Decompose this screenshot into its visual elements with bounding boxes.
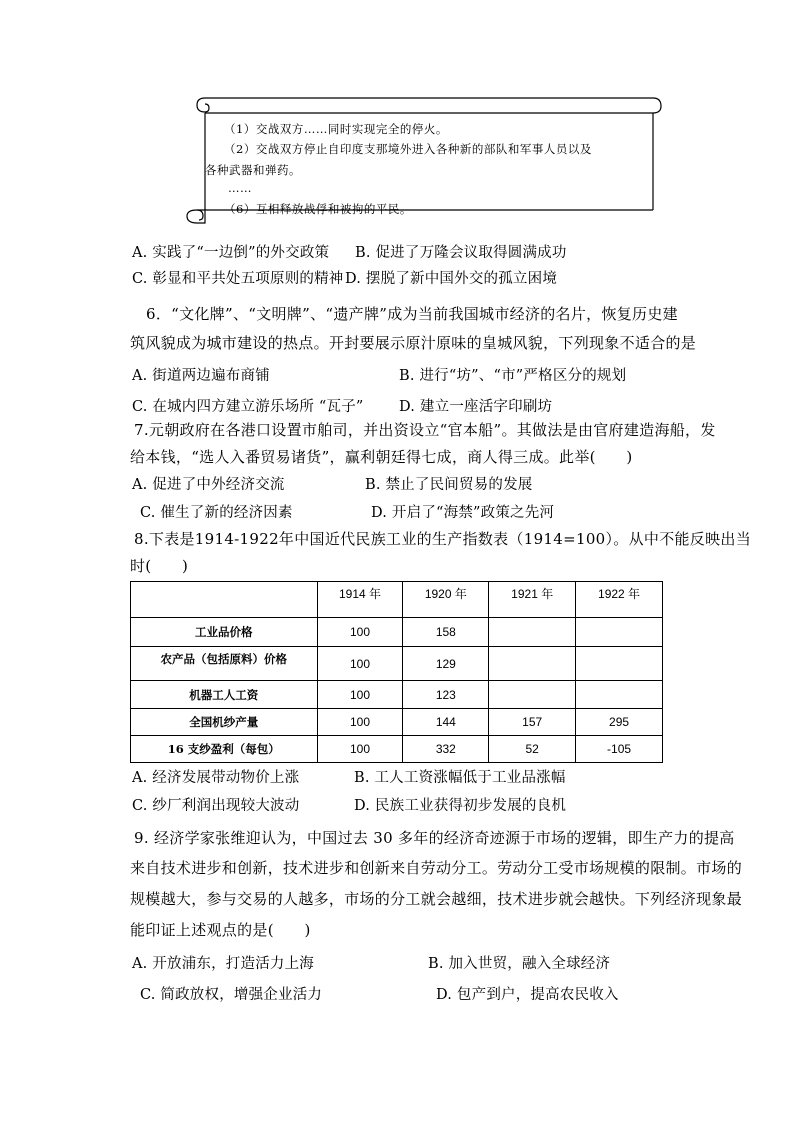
question-stem: 规模越大，参与交易的人越多，市场的分工就会越细，技术进步就会越快。下列经济现象最	[130, 890, 743, 908]
option-a: A. 促进了中外经济交流	[132, 477, 285, 493]
table-cell: 295	[576, 709, 663, 736]
option-d: D. 包产到户，提高农民收入	[436, 987, 619, 1003]
option-d: D. 开启了“海禁”政策之先河	[371, 505, 555, 521]
table-cell	[576, 618, 663, 647]
table-cell: 157	[489, 709, 576, 736]
option-a: A. 实践了“一边倒”的外交政策	[132, 245, 330, 261]
question-stem: 时( )	[130, 557, 189, 575]
table-cell: 100	[317, 709, 403, 736]
table-header-cell: 1922 年	[576, 582, 663, 618]
table-row-label: 农产品（包括原料）价格	[131, 647, 318, 681]
option-d: D. 摆脱了新中国外交的孤立困境	[345, 271, 558, 287]
question-stem: 能印证上述观点的是( )	[130, 921, 311, 939]
table-header-cell: 1914 年	[317, 582, 403, 618]
question-stem: 8.下表是1914-1922年中国近代民族工业的生产指数表（1914=100）。从中不能反映出当	[134, 530, 752, 548]
question-stem: 6．“文化牌”、“文明牌”、“遗产牌”成为当前我国城市经济的名片，恢复历史建	[146, 305, 678, 323]
question-stem: 给本钱，“选人入番贸易诸货”，赢利朝廷得七成，商人得三成。此举( )	[130, 448, 633, 466]
table-cell: 144	[403, 709, 489, 736]
scroll-line: （2）交战双方停止自印度支那境外进入各种新的部队和军事人员以及	[224, 142, 592, 156]
table-row	[131, 647, 663, 681]
table-cell	[576, 647, 663, 681]
question-stem: 筑风貌成为城市建设的热点。开封要展示原汁原味的皇城风貌，下列现象不适合的是	[130, 334, 697, 352]
table-cell	[489, 618, 576, 647]
option-b: B. 促进了万隆会议取得圆满成功	[355, 245, 567, 261]
table-header-cell: 1920 年	[403, 582, 489, 618]
table-header-cell	[131, 582, 318, 618]
option-c: C. 催生了新的经济因素	[140, 505, 293, 521]
option-a: A. 经济发展带动物价上涨	[132, 770, 300, 786]
scroll-line: （6）互相释放战俘和被拘的平民。	[224, 202, 412, 216]
table-cell: 123	[403, 681, 489, 709]
table-row	[131, 709, 663, 736]
table-cell: 129	[403, 647, 489, 681]
option-a: A. 开放浦东，打造活力上海	[132, 956, 314, 972]
table-row	[131, 618, 663, 647]
option-c: C. 简政放权，增强企业活力	[140, 987, 323, 1003]
table-cell: -105	[576, 736, 663, 763]
scroll-line: 各种武器和弹药。	[205, 163, 301, 177]
table-cell: 332	[403, 736, 489, 763]
table-cell	[576, 681, 663, 709]
option-a: A. 街道两边遍布商铺	[132, 368, 270, 384]
table-cell: 100	[317, 618, 403, 647]
option-c: C. 纱厂利润出现较大波动	[132, 798, 300, 814]
table-row-label: 全国机纱产量	[131, 709, 318, 736]
table-row-label: 工业品价格	[131, 618, 318, 647]
table-header-row	[131, 582, 663, 618]
scroll-line: （1）交战双方……同时实现完全的停火。	[224, 122, 448, 136]
table-cell	[489, 647, 576, 681]
table-row	[131, 736, 663, 763]
table-header-cell: 1921 年	[489, 582, 576, 618]
table-row	[131, 681, 663, 709]
option-d: D. 民族工业获得初步发展的良机	[354, 798, 567, 814]
option-b: B. 进行“坊”、“市”严格区分的规划	[399, 368, 627, 384]
production-index-table	[130, 581, 663, 763]
table-cell: 100	[317, 736, 403, 763]
scroll-line: ……	[228, 181, 252, 195]
table-row-label: 机器工人工资	[131, 681, 318, 709]
table-row-label: 16 支纱盈利（每包）	[131, 736, 318, 763]
option-b: B. 禁止了民间贸易的发展	[365, 477, 533, 493]
table-cell: 158	[403, 618, 489, 647]
option-c: C. 在城内四方建立游乐场所 “瓦子”	[132, 399, 364, 415]
table-cell: 100	[317, 681, 403, 709]
option-b: B. 工人工资涨幅低于工业品涨幅	[354, 770, 566, 786]
question-stem: 来自技术进步和创新，技术进步和创新来自劳动分工。劳动分工受市场规模的限制。市场的	[130, 859, 743, 877]
option-c: C. 彰显和平共处五项原则的精神	[132, 271, 344, 287]
table-cell	[489, 681, 576, 709]
option-d: D. 建立一座活字印刷坊	[399, 399, 553, 415]
option-b: B. 加入世贸，融入全球经济	[428, 956, 611, 972]
table-cell: 52	[489, 736, 576, 763]
question-stem: 7.元朝政府在各港口设置市舶司，并出资设立“官本船”。其做法是由官府建造海船，发	[134, 421, 716, 439]
question-stem: 9. 经济学家张维迎认为，中国过去 30 多年的经济奇迹源于市场的逻辑，即生产力的提高	[134, 829, 735, 847]
table-cell: 100	[317, 647, 403, 681]
